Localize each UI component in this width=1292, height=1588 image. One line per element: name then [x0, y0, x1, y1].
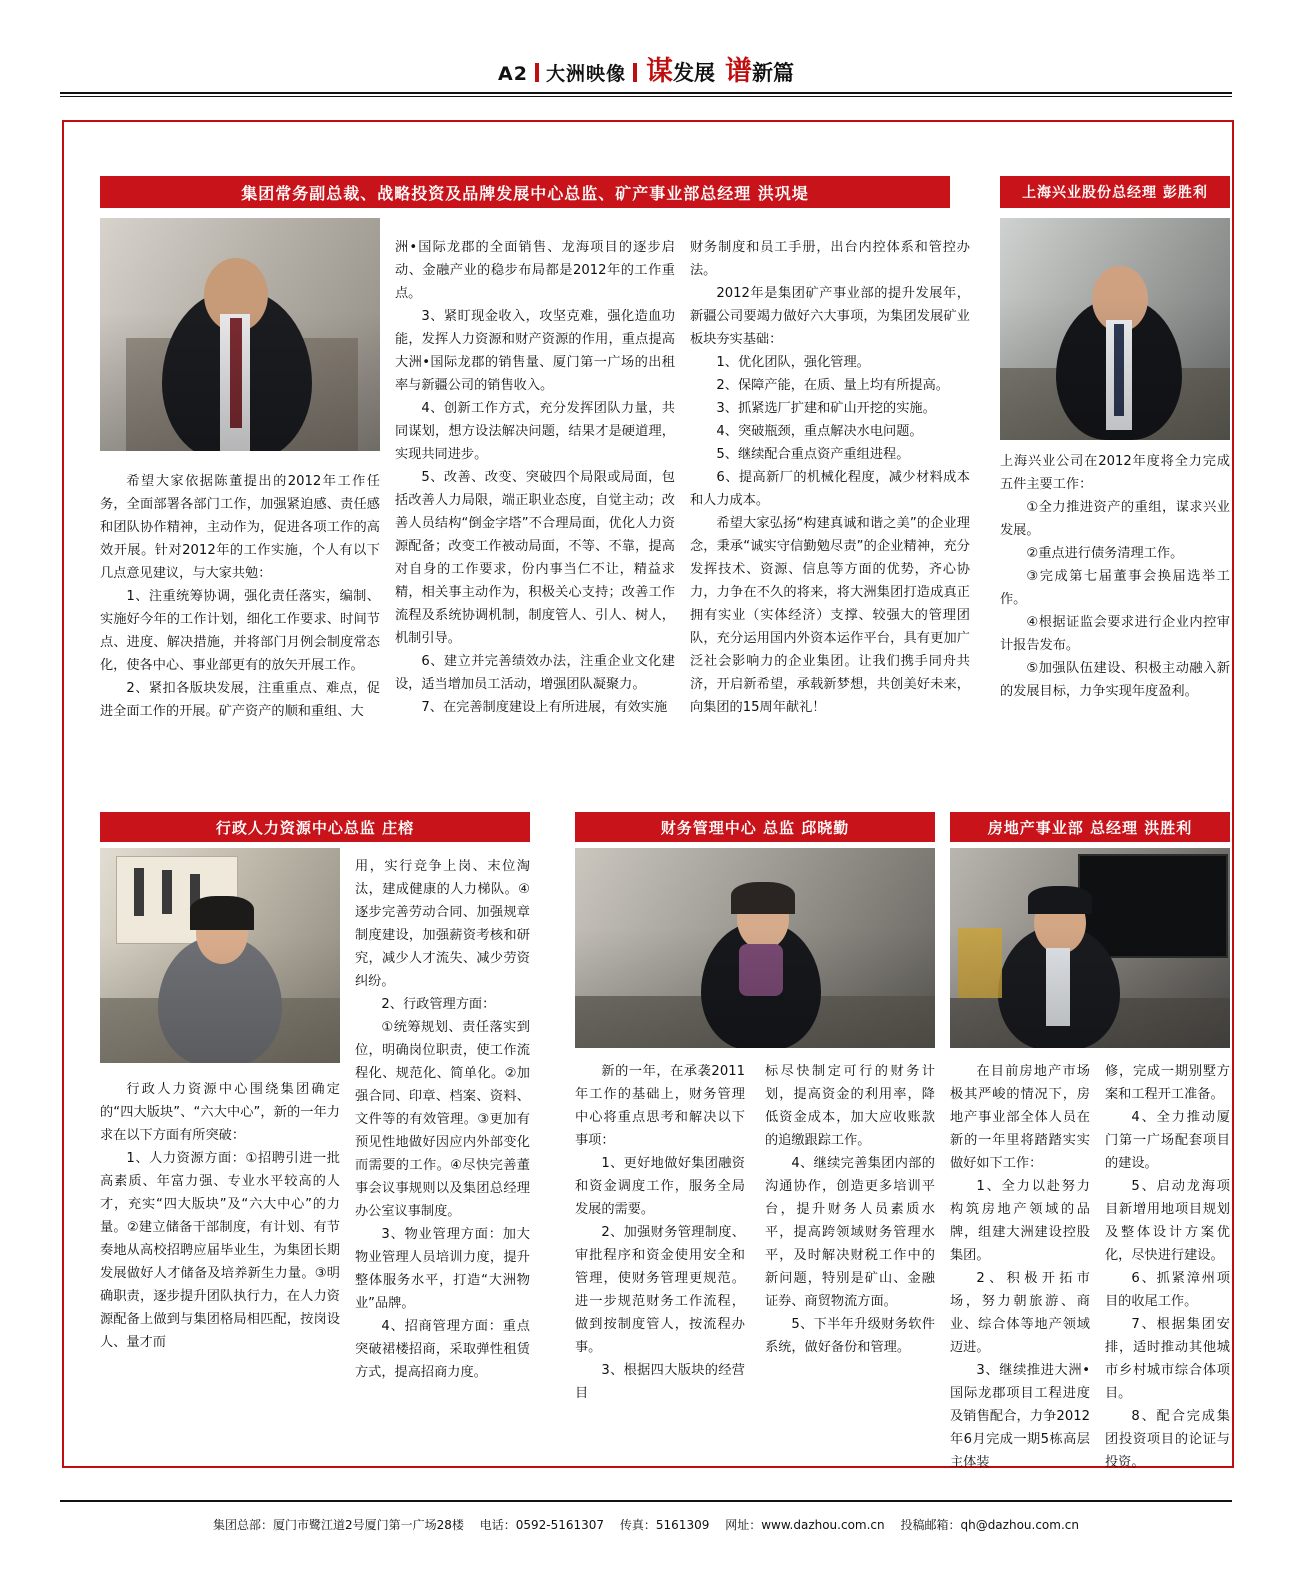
paragraph: 2012年是集团矿产事业部的提升发展年，新疆公司要竭力做好六大事项，为集团发展矿业板块夯实基础： [690, 286, 970, 347]
paragraph: 3、继续推进大洲•国际龙郡项目工程进度及销售配合，力争2012年6月完成一期5栋高层主体装 [950, 1363, 1090, 1470]
paragraph: 7、在完善制度建设上有所进展，有效实施 [421, 700, 668, 715]
paragraph: 洲•国际龙郡的全面销售、龙海项目的逐步启动、金融产业的稳步布局都是2012年的工作重点。 [395, 240, 675, 301]
paragraph: 新的一年，在承袭2011年工作的基础上，财务管理中心将重点思考和解决以下事项： [575, 1064, 745, 1148]
main-article-column-1 [100, 470, 380, 723]
paragraph: 5、继续配合重点资产重组进程。 [716, 447, 910, 462]
masthead-rule-thin [60, 96, 1232, 97]
paragraph: ①统筹规划、责任落实到位，明确岗位职责，使工作流程化、规范化、简单化。②加强合同、印章、档案、资料、文件等的有效管理。③更加有预见性地做好因应内外部变化而需要的工作。④尽快完善董事会议事规则以及集团总经理办公室议事制度。 [355, 1020, 530, 1219]
footer-rule [60, 1500, 1232, 1502]
finance-article-header [575, 812, 935, 842]
paragraph: 5、改善、改变、突破四个局限或局面，包括改善人力局限，端正职业态度，自觉主动；改善人员结构“倒金字塔”不合理局面，优化人力资源配备；改变工作被动局面，不等、不靠，提高对自身的工作要求，份内事当仁不让，精益求精，相关事主动作为，积极关心支持；改善工作流程及系统协调机制，制度管人、引人、树人，机制引导。 [395, 470, 675, 646]
paragraph: 1、更好地做好集团融资和资金调度工作，服务全局发展的需要。 [575, 1156, 745, 1217]
main-article-column-2 [395, 236, 675, 719]
paragraph: 4、招商管理方面：重点突破裙楼招商，采取弹性租赁方式，提高招商力度。 [355, 1319, 530, 1380]
paragraph: 1、注重统筹协调，强化责任落实，编制、实施好今年的工作计划，细化工作要求、时间节点、进度、解决措施，并将部门月例会制度常态化，使各中心、事业部更有的放矢开展工作。 [100, 589, 380, 673]
hr-article-column-2 [355, 855, 530, 1384]
realestate-article-title: 房地产事业部 总经理 洪胜利 [987, 818, 1193, 837]
paragraph: 4、突破瓶颈，重点解决水电问题。 [716, 424, 923, 439]
footer-mail: 投稿邮箱：qh@dazhou.com.cn [900, 1518, 1079, 1532]
masthead-divider-left [535, 63, 539, 82]
main-article-title: 集团常务副总裁、战略投资及品牌发展中心总监、矿产事业部总经理 洪巩堤 [241, 183, 809, 203]
shanghai-article-photo [1000, 218, 1230, 440]
shanghai-article-title: 上海兴业股份总经理 彭胜利 [1022, 185, 1208, 201]
paragraph: 2、加强财务管理制度、审批程序和资金使用安全和管理，使财务管理更规范。进一步规范财务工作流程，做到按制度管人，按流程办事。 [575, 1225, 745, 1355]
footer-fax: 传真：5161309 [619, 1518, 710, 1532]
paragraph: 5、启动龙海项目新增用地项目规划及整体设计方案优化，尽快进行建设。 [1105, 1179, 1230, 1263]
page-number: A2 [498, 62, 528, 85]
slogan-red-1: 谋 [645, 55, 673, 87]
paragraph: ③完成第七届董事会换届选举工作。 [1000, 569, 1230, 607]
paragraph: 标尽快制定可行的财务计划，提高资金的利用率，降低资金成本，加大应收账款的追缴跟踪工作。 [765, 1064, 935, 1148]
paragraph: 2、紧扣各版块发展，注重重点、难点，促进全面工作的开展。矿产资产的顺和重组、大 [100, 681, 380, 719]
masthead-divider-right [633, 63, 637, 82]
finance-article-photo [575, 848, 935, 1048]
finance-article-title: 财务管理中心 总监 邱晓勤 [660, 818, 850, 837]
paragraph: 在目前房地产市场极其严峻的情况下，房地产事业部全体人员在新的一年里将踏踏实实做好如下工作： [950, 1064, 1090, 1171]
paragraph: 行政人力资源中心围绕集团确定的“四大版块”、“六大中心”，新的一年力求在以下方面有所突破： [100, 1082, 340, 1143]
paragraph: 6、抓紧漳州项目的收尾工作。 [1105, 1271, 1230, 1309]
main-article-header [100, 176, 950, 208]
paragraph: 修，完成一期别墅方案和工程开工准备。 [1105, 1064, 1230, 1102]
paragraph: 4、继续完善集团内部的沟通协作，创造更多培训平台，提升财务人员素质水平，提高跨领域财务管理水平，及时解决财税工作中的新问题，特别是矿山、金融证券、商贸物流方面。 [765, 1156, 935, 1309]
hr-article-title: 行政人力资源中心总监 庄榕 [215, 818, 415, 837]
main-article-column-3 [690, 236, 970, 719]
footer-address: 集团总部：厦门市鹭江道2号厦门第一广场28楼 [213, 1518, 464, 1532]
finance-article-column-2 [765, 1060, 935, 1359]
paragraph: ⑤加强队伍建设、积极主动融入新的发展目标，力争实现年度盈利。 [1000, 661, 1230, 699]
footer-tel: 电话：0592-5161307 [479, 1518, 605, 1532]
realestate-article-column-1 [950, 1060, 1090, 1474]
paragraph: 1、全力以赴努力构筑房地产领域的品牌，组建大洲建设控股集团。 [950, 1179, 1090, 1263]
shanghai-article-header [1000, 176, 1230, 208]
paragraph: 上海兴业公司在2012年度将全力完成五件主要工作： [1000, 454, 1230, 492]
section-name: 大洲映像 [545, 62, 626, 85]
slogan-black-1: 发展 [672, 59, 715, 85]
hr-article-photo [100, 848, 340, 1063]
hr-article-column-1 [100, 1078, 340, 1354]
paragraph: 1、优化团队，强化管理。 [716, 355, 870, 370]
main-article-photo [100, 218, 380, 451]
slogan-red-2: 谱 [724, 55, 752, 87]
paragraph: 4、全力推动厦门第一广场配套项目的建设。 [1105, 1110, 1230, 1171]
paragraph: 3、物业管理方面：加大物业管理人员培训力度，提升整体服务水平，打造“大洲物业”品牌。 [355, 1227, 530, 1311]
paragraph: 7、根据集团安排，适时推动其他城市乡村城市综合体项目。 [1105, 1317, 1230, 1401]
paragraph: 6、建立并完善绩效办法，注重企业文化建设，适当增加员工活动，增强团队凝聚力。 [395, 654, 675, 692]
realestate-article-column-2 [1105, 1060, 1230, 1474]
slogan-black-2: 新篇 [751, 59, 794, 85]
paragraph: 2、行政管理方面： [381, 997, 496, 1012]
shanghai-article-body [1000, 450, 1230, 703]
paragraph: ①全力推进资产的重组，谋求兴业发展。 [1000, 500, 1230, 538]
hr-article-header [100, 812, 530, 842]
realestate-article-photo [950, 848, 1230, 1048]
paragraph: 财务制度和员工手册，出台内控体系和管控办法。 [690, 240, 970, 278]
paragraph: ②重点进行债务清理工作。 [1026, 546, 1184, 561]
paragraph: 3、紧盯现金收入，攻坚克难，强化造血功能，发挥人力资源和财产资源的作用，重点提高大洲•国际龙郡的销售量、厦门第一广场的出租率与新疆公司的销售收入。 [395, 309, 675, 393]
paragraph: 2、保障产能，在质、量上均有所提高。 [716, 378, 949, 393]
paragraph: 希望大家依据陈董提出的2012年工作任务，全面部署各部门工作，加强紧迫感、责任感和团队协作精神，主动作为，促进各项工作的高效开展。针对2012年的工作实施，个人有以下几点意见建议，与大家共勉： [100, 474, 380, 581]
paragraph: ④根据证监会要求进行企业内控审计报告发布。 [1000, 615, 1230, 653]
finance-article-column-1 [575, 1060, 745, 1405]
paragraph: 1、人力资源方面：①招聘引进一批高素质、年富力强、专业水平较高的人才，充实“四大版块”及“六大中心”的力量。②建立储备干部制度，有计划、有节奏地从高校招聘应届毕业生，为集团长期发展做好人才储备及培养新生力量。③明确职责，逐步提升团队执行力，在人力资源配备上做到与集团格局相匹配，按岗设人、量才而 [100, 1151, 340, 1350]
paragraph: 希望大家弘扬“构建真诚和谐之美”的企业理念，秉承“诚实守信勤勉尽责”的企业精神，充分发挥技术、资源、信息等方面的优势，齐心协力，力争在不久的将来，将大洲集团打造成真正拥有实业（实体经济）支撑、较强大的管理团队，充分运用国内外资本运作平台，具有更加广泛社会影响力的企业集团。让我们携手同舟共济，开启新希望，承载新梦想，共创美好未来，向集团的15周年献礼！ [690, 516, 970, 715]
masthead [0, 48, 1292, 88]
footer [0, 1516, 1292, 1533]
paragraph: 3、根据四大版块的经营目 [575, 1363, 745, 1401]
paragraph: 5、下半年升级财务软件系统，做好备份和管理。 [765, 1317, 935, 1355]
paragraph: 8、配合完成集团投资项目的论证与投资。 [1105, 1409, 1230, 1470]
realestate-article-header [950, 812, 1230, 842]
masthead-rule [60, 92, 1232, 94]
paragraph: 2、积极开拓市场，努力朝旅游、商业、综合体等地产领域迈进。 [950, 1271, 1090, 1355]
paragraph: 用，实行竞争上岗、末位淘汰，建成健康的人力梯队。④逐步完善劳动合同、加强规章制度建设，加强薪资考核和研究，减少人才流失、减少劳资纠纷。 [355, 859, 530, 989]
paragraph: 6、提高新厂的机械化程度，减少材料成本和人力成本。 [690, 470, 970, 508]
footer-web: 网址：www.dazhou.com.cn [725, 1518, 885, 1532]
paragraph: 3、抓紧选厂扩建和矿山开挖的实施。 [716, 401, 936, 416]
paragraph: 4、创新工作方式，充分发挥团队力量，共同谋划，想方设法解决问题，结果才是硬道理，实现共同进步。 [395, 401, 675, 462]
